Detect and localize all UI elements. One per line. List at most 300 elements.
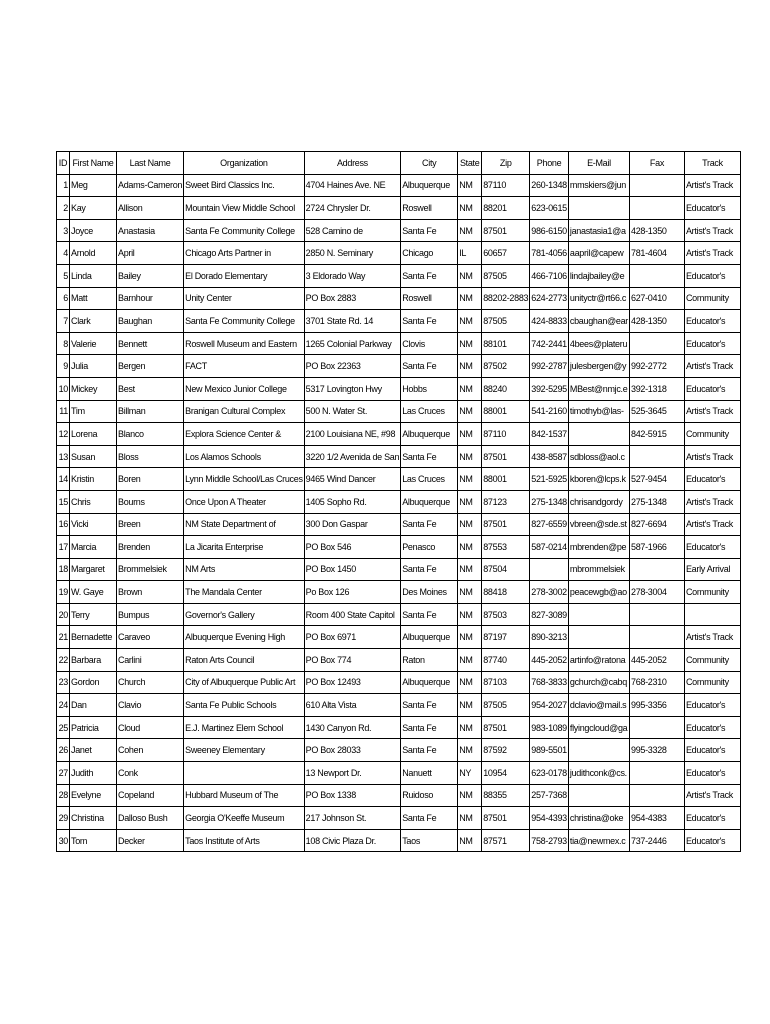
phone-cell: 992-2787 (530, 355, 569, 378)
phone-cell: 587-0214 (530, 536, 569, 559)
state-cell: NM (458, 332, 482, 355)
table-row (57, 219, 741, 242)
organization-cell: La Jicarita Enterprise (184, 536, 305, 559)
fax-cell: 278-3004 (629, 581, 684, 604)
table-row (57, 174, 741, 197)
zip-cell: 87123 (482, 490, 530, 513)
fax-cell: 737-2446 (629, 829, 684, 852)
first-name-header: First Name (70, 152, 117, 175)
first-name-cell: Vicki (70, 513, 117, 536)
fax-cell: 842-5915 (629, 423, 684, 446)
phone-cell: 827-3089 (530, 603, 569, 626)
last-name-cell: Anastasia (117, 219, 184, 242)
last-name-cell: Cohen (117, 739, 184, 762)
organization-cell: FACT (184, 355, 305, 378)
fax-header: Fax (629, 152, 684, 175)
organization-cell: Sweet Bird Classics Inc. (184, 174, 305, 197)
city-cell: Des Moines (401, 581, 458, 604)
phone-cell: 438-8587 (530, 445, 569, 468)
last-name-cell: Caraveo (117, 626, 184, 649)
track-cell: Artist's Track (684, 626, 740, 649)
zip-cell: 87505 (482, 264, 530, 287)
last-name-cell: Carlini (117, 649, 184, 672)
fax-cell: 587-1966 (629, 536, 684, 559)
last-name-cell: Barnhour (117, 287, 184, 310)
email-cell (568, 603, 629, 626)
last-name-cell: Church (117, 671, 184, 694)
phone-cell: 466-7106 (530, 264, 569, 287)
organization-cell: Raton Arts Council (184, 649, 305, 672)
table-row (57, 490, 741, 513)
address-cell: 610 Alta Vista (304, 694, 401, 717)
zip-cell: 87501 (482, 445, 530, 468)
city-cell: Albuquerque (401, 423, 458, 446)
state-cell: NM (458, 377, 482, 400)
phone-cell: 424-8833 (530, 310, 569, 333)
table-row (57, 400, 741, 423)
id-cell: 18 (57, 558, 70, 581)
table-row (57, 445, 741, 468)
address-cell: 1430 Canyon Rd. (304, 716, 401, 739)
last-name-cell: Billman (117, 400, 184, 423)
fax-cell: 954-4383 (629, 807, 684, 830)
track-cell: Educator's (684, 197, 740, 220)
city-cell: Santa Fe (401, 355, 458, 378)
first-name-cell: Tim (70, 400, 117, 423)
fax-cell: 995-3356 (629, 694, 684, 717)
organization-cell: Explora Science Center & (184, 423, 305, 446)
track-cell: Educator's (684, 310, 740, 333)
id-cell: 23 (57, 671, 70, 694)
state-cell: NM (458, 400, 482, 423)
fax-cell (629, 197, 684, 220)
phone-cell: 275-1348 (530, 490, 569, 513)
zip-header: Zip (482, 152, 530, 175)
city-cell: Santa Fe (401, 445, 458, 468)
city-cell: Penasco (401, 536, 458, 559)
track-cell: Artist's Track (684, 445, 740, 468)
state-cell: NM (458, 513, 482, 536)
organization-cell: Once Upon A Theater (184, 490, 305, 513)
track-cell: Artist's Track (684, 784, 740, 807)
email-cell: 4bees@plateru (568, 332, 629, 355)
zip-cell: 87110 (482, 423, 530, 446)
fax-cell (629, 762, 684, 785)
table-row (57, 739, 741, 762)
state-cell: NM (458, 581, 482, 604)
state-cell: NM (458, 739, 482, 762)
first-name-cell: Patricia (70, 716, 117, 739)
address-cell: 5317 Lovington Hwy (304, 377, 401, 400)
table-row (57, 536, 741, 559)
id-cell: 22 (57, 649, 70, 672)
zip-cell: 87553 (482, 536, 530, 559)
email-cell: unityctr@rt66.c (568, 287, 629, 310)
address-cell: 2724 Chrysler Dr. (304, 197, 401, 220)
zip-cell: 88240 (482, 377, 530, 400)
first-name-cell: Meg (70, 174, 117, 197)
address-cell: 1405 Sopho Rd. (304, 490, 401, 513)
id-cell: 29 (57, 807, 70, 830)
fax-cell: 527-9454 (629, 468, 684, 491)
last-name-cell: Blanco (117, 423, 184, 446)
email-cell (568, 626, 629, 649)
first-name-cell: Marcia (70, 536, 117, 559)
phone-cell: 445-2052 (530, 649, 569, 672)
email-cell: christina@oke (568, 807, 629, 830)
organization-cell: Governor's Gallery (184, 603, 305, 626)
table-row (57, 581, 741, 604)
table-row (57, 694, 741, 717)
email-cell: gchurch@cabq (568, 671, 629, 694)
address-header: Address (304, 152, 401, 175)
state-cell: NY (458, 762, 482, 785)
table-body (57, 174, 741, 852)
fax-cell: 428-1350 (629, 310, 684, 333)
id-header: ID (57, 152, 70, 175)
last-name-cell: Dalloso Bush (117, 807, 184, 830)
id-cell: 2 (57, 197, 70, 220)
first-name-cell: Joyce (70, 219, 117, 242)
email-cell: tia@newmex.c (568, 829, 629, 852)
track-cell: Educator's (684, 694, 740, 717)
roster-table (56, 151, 741, 852)
first-name-cell: Christina (70, 807, 117, 830)
zip-cell: 88201 (482, 197, 530, 220)
last-name-cell: Bennett (117, 332, 184, 355)
last-name-cell: Brown (117, 581, 184, 604)
first-name-cell: Arnold (70, 242, 117, 265)
organization-header: Organization (184, 152, 305, 175)
organization-cell: El Dorado Elementary (184, 264, 305, 287)
state-cell: NM (458, 287, 482, 310)
email-cell: janastasia1@a (568, 219, 629, 242)
organization-cell: Chicago Arts Partner in (184, 242, 305, 265)
last-name-header: Last Name (117, 152, 184, 175)
organization-cell: Lynn Middle School/Las Cruces (184, 468, 305, 491)
state-cell: NM (458, 174, 482, 197)
state-cell: NM (458, 536, 482, 559)
first-name-cell: Janet (70, 739, 117, 762)
city-cell: Taos (401, 829, 458, 852)
first-name-cell: Kay (70, 197, 117, 220)
address-cell: 300 Don Gaspar (304, 513, 401, 536)
organization-cell: Unity Center (184, 287, 305, 310)
table-row (57, 558, 741, 581)
state-cell: NM (458, 468, 482, 491)
zip-cell: 87505 (482, 694, 530, 717)
zip-cell: 87571 (482, 829, 530, 852)
zip-cell: 87592 (482, 739, 530, 762)
city-cell: Albuquerque (401, 490, 458, 513)
fax-cell (629, 626, 684, 649)
state-cell: NM (458, 423, 482, 446)
table-row (57, 377, 741, 400)
last-name-cell: Copeland (117, 784, 184, 807)
phone-cell: 392-5295 (530, 377, 569, 400)
last-name-cell: Boren (117, 468, 184, 491)
fax-cell: 445-2052 (629, 649, 684, 672)
last-name-cell: Cloud (117, 716, 184, 739)
email-cell: julesbergen@y (568, 355, 629, 378)
address-cell: PO Box 12493 (304, 671, 401, 694)
track-cell: Artist's Track (684, 219, 740, 242)
zip-cell: 87501 (482, 513, 530, 536)
email-cell: vbreen@sde.st (568, 513, 629, 536)
track-cell: Artist's Track (684, 355, 740, 378)
fax-cell: 392-1318 (629, 377, 684, 400)
email-cell: peacewgb@ao (568, 581, 629, 604)
last-name-cell: April (117, 242, 184, 265)
first-name-cell: Margaret (70, 558, 117, 581)
address-cell: PO Box 1450 (304, 558, 401, 581)
address-cell: PO Box 22363 (304, 355, 401, 378)
fax-cell: 525-3645 (629, 400, 684, 423)
address-cell: Room 400 State Capitol (304, 603, 401, 626)
first-name-cell: Gordon (70, 671, 117, 694)
track-cell: Artist's Track (684, 513, 740, 536)
organization-cell: City of Albuquerque Public Art (184, 671, 305, 694)
city-cell: Clovis (401, 332, 458, 355)
organization-cell: E.J. Martinez Elem School (184, 716, 305, 739)
state-cell: IL (458, 242, 482, 265)
fax-cell: 428-1350 (629, 219, 684, 242)
table-row (57, 762, 741, 785)
table-row (57, 468, 741, 491)
first-name-cell: Evelyne (70, 784, 117, 807)
id-cell: 17 (57, 536, 70, 559)
state-header: State (458, 152, 482, 175)
phone-cell: 954-4393 (530, 807, 569, 830)
track-cell: Educator's (684, 536, 740, 559)
address-cell: 9465 Wind Dancer (304, 468, 401, 491)
state-cell: NM (458, 490, 482, 513)
address-cell: PO Box 28033 (304, 739, 401, 762)
zip-cell: 87740 (482, 649, 530, 672)
zip-cell: 87103 (482, 671, 530, 694)
phone-cell: 758-2793 (530, 829, 569, 852)
address-cell: 500 N. Water St. (304, 400, 401, 423)
address-cell: PO Box 546 (304, 536, 401, 559)
first-name-cell: Matt (70, 287, 117, 310)
last-name-cell: Baughan (117, 310, 184, 333)
table-row (57, 197, 741, 220)
email-cell: timothyb@las- (568, 400, 629, 423)
table-row (57, 626, 741, 649)
organization-cell: Branigan Cultural Complex (184, 400, 305, 423)
address-cell: 3 Eldorado Way (304, 264, 401, 287)
state-cell: NM (458, 626, 482, 649)
fax-cell (629, 174, 684, 197)
email-cell: flyingcloud@ga (568, 716, 629, 739)
organization-cell: Sweeney Elementary (184, 739, 305, 762)
track-cell: Educator's (684, 829, 740, 852)
city-cell: Santa Fe (401, 739, 458, 762)
first-name-cell: Julia (70, 355, 117, 378)
last-name-cell: Clavio (117, 694, 184, 717)
zip-cell: 87501 (482, 716, 530, 739)
address-cell: PO Box 1338 (304, 784, 401, 807)
last-name-cell: Bumpus (117, 603, 184, 626)
address-cell: 4704 Haines Ave. NE (304, 174, 401, 197)
id-cell: 13 (57, 445, 70, 468)
organization-cell: Hubbard Museum of The (184, 784, 305, 807)
organization-cell: Santa Fe Public Schools (184, 694, 305, 717)
email-cell: dclavio@mail.s (568, 694, 629, 717)
track-cell: Educator's (684, 739, 740, 762)
organization-cell: Santa Fe Community College (184, 219, 305, 242)
city-cell: Las Cruces (401, 468, 458, 491)
id-cell: 9 (57, 355, 70, 378)
city-cell: Albuquerque (401, 626, 458, 649)
track-cell: Community (684, 581, 740, 604)
id-cell: 28 (57, 784, 70, 807)
fax-cell: 992-2772 (629, 355, 684, 378)
address-cell: Po Box 126 (304, 581, 401, 604)
organization-cell: Albuquerque Evening High (184, 626, 305, 649)
phone-cell: 986-6150 (530, 219, 569, 242)
id-cell: 6 (57, 287, 70, 310)
first-name-cell: Lorena (70, 423, 117, 446)
organization-cell: NM State Department of (184, 513, 305, 536)
last-name-cell: Adams-Cameron (117, 174, 184, 197)
city-cell: Santa Fe (401, 694, 458, 717)
address-cell: 13 Newport Dr. (304, 762, 401, 785)
zip-cell: 87503 (482, 603, 530, 626)
track-cell (684, 603, 740, 626)
fax-cell: 995-3328 (629, 739, 684, 762)
track-cell: Educator's (684, 468, 740, 491)
city-cell: Santa Fe (401, 603, 458, 626)
phone-cell: 842-1537 (530, 423, 569, 446)
email-cell: chrisandgordy (568, 490, 629, 513)
address-cell: 217 Johnson St. (304, 807, 401, 830)
zip-cell: 87501 (482, 219, 530, 242)
state-cell: NM (458, 197, 482, 220)
city-cell: Santa Fe (401, 716, 458, 739)
zip-cell: 87501 (482, 807, 530, 830)
fax-cell: 275-1348 (629, 490, 684, 513)
fax-cell (629, 332, 684, 355)
track-cell: Educator's (684, 716, 740, 739)
track-cell: Early Arrival (684, 558, 740, 581)
city-cell: Nanuett (401, 762, 458, 785)
phone-cell: 257-7368 (530, 784, 569, 807)
table-row (57, 423, 741, 446)
first-name-cell: Dan (70, 694, 117, 717)
address-cell: PO Box 2883 (304, 287, 401, 310)
id-cell: 20 (57, 603, 70, 626)
track-cell: Educator's (684, 762, 740, 785)
phone-header: Phone (530, 152, 569, 175)
id-cell: 24 (57, 694, 70, 717)
city-cell: Santa Fe (401, 558, 458, 581)
id-cell: 30 (57, 829, 70, 852)
city-header: City (401, 152, 458, 175)
track-cell: Community (684, 287, 740, 310)
first-name-cell: Bernadette (70, 626, 117, 649)
track-cell: Community (684, 649, 740, 672)
state-cell: NM (458, 649, 482, 672)
table-row (57, 242, 741, 265)
city-cell: Santa Fe (401, 807, 458, 830)
email-cell (568, 739, 629, 762)
zip-cell: 87504 (482, 558, 530, 581)
table-row (57, 649, 741, 672)
last-name-cell: Decker (117, 829, 184, 852)
email-cell: cbaughan@ear (568, 310, 629, 333)
organization-cell: NM Arts (184, 558, 305, 581)
organization-cell: Mountain View Middle School (184, 197, 305, 220)
state-cell: NM (458, 264, 482, 287)
track-cell: Artist's Track (684, 490, 740, 513)
table-row (57, 264, 741, 287)
organization-cell: Taos Institute of Arts (184, 829, 305, 852)
track-cell: Educator's (684, 332, 740, 355)
table-row (57, 807, 741, 830)
fax-cell: 768-2310 (629, 671, 684, 694)
city-cell: Las Cruces (401, 400, 458, 423)
fax-cell (629, 784, 684, 807)
state-cell: NM (458, 603, 482, 626)
first-name-cell: Clark (70, 310, 117, 333)
phone-cell: 541-2160 (530, 400, 569, 423)
fax-cell (629, 445, 684, 468)
first-name-cell: Judith (70, 762, 117, 785)
track-cell: Educator's (684, 807, 740, 830)
state-cell: NM (458, 219, 482, 242)
address-cell: 2850 N. Seminary (304, 242, 401, 265)
email-cell: artinfo@ratona (568, 649, 629, 672)
zip-cell: 88101 (482, 332, 530, 355)
state-cell: NM (458, 355, 482, 378)
table-row (57, 603, 741, 626)
state-cell: NM (458, 694, 482, 717)
email-cell: lindajbailey@e (568, 264, 629, 287)
last-name-cell: Brommelsiek (117, 558, 184, 581)
fax-cell (629, 558, 684, 581)
city-cell: Roswell (401, 197, 458, 220)
phone-cell (530, 558, 569, 581)
phone-cell: 781-4056 (530, 242, 569, 265)
zip-cell: 87502 (482, 355, 530, 378)
city-cell: Santa Fe (401, 264, 458, 287)
email-cell: aapril@capew (568, 242, 629, 265)
first-name-cell: Chris (70, 490, 117, 513)
first-name-cell: Linda (70, 264, 117, 287)
track-cell: Educator's (684, 377, 740, 400)
last-name-cell: Best (117, 377, 184, 400)
email-cell: mbrenden@pe (568, 536, 629, 559)
last-name-cell: Conk (117, 762, 184, 785)
table-row (57, 332, 741, 355)
zip-cell: 60657 (482, 242, 530, 265)
phone-cell: 989-5501 (530, 739, 569, 762)
organization-cell (184, 762, 305, 785)
state-cell: NM (458, 829, 482, 852)
organization-cell: Georgia O'Keeffe Museum (184, 807, 305, 830)
last-name-cell: Bourns (117, 490, 184, 513)
address-cell: 2100 Louisiana NE, #98 (304, 423, 401, 446)
email-cell (568, 423, 629, 446)
phone-cell: 623-0178 (530, 762, 569, 785)
id-cell: 5 (57, 264, 70, 287)
state-cell: NM (458, 310, 482, 333)
id-cell: 10 (57, 377, 70, 400)
table-row (57, 310, 741, 333)
state-cell: NM (458, 558, 482, 581)
first-name-cell: Terry (70, 603, 117, 626)
